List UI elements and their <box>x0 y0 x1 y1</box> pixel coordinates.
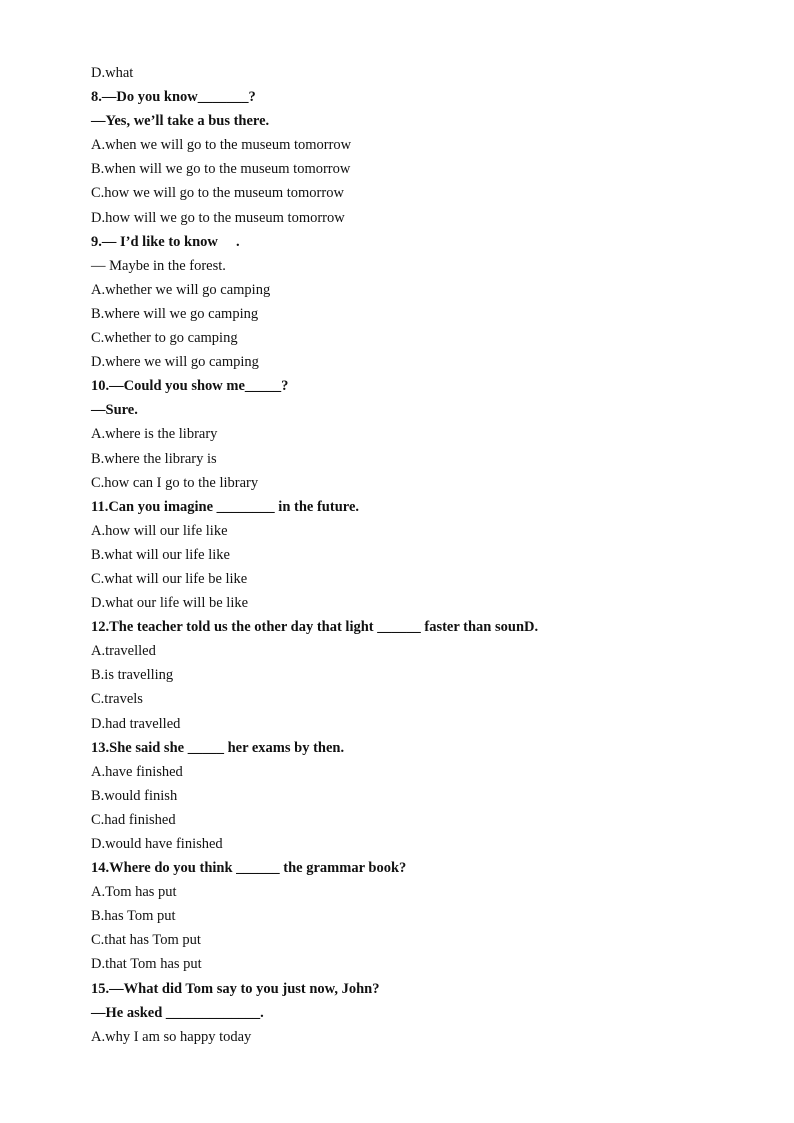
option-line: A.have finished <box>91 763 183 780</box>
option-line: A.where is the library <box>91 426 218 443</box>
option-line: C.travels <box>91 691 143 708</box>
option-line: C.how we will go to the museum tomorrow <box>91 185 344 202</box>
option-line: B.what will our life like <box>91 546 230 563</box>
option-line: D.where we will go camping <box>91 354 259 371</box>
document-page <box>91 61 771 1049</box>
option-line: B.has Tom put <box>91 908 176 925</box>
question-line: 8.—Do you know_______? <box>91 89 256 106</box>
option-line: C.had finished <box>91 811 176 828</box>
option-line: A.whether we will go camping <box>91 281 271 298</box>
option-line: A.Tom has put <box>91 884 177 901</box>
option-line: A.when we will go to the museum tomorrow <box>91 137 352 154</box>
option-line: C.how can I go to the library <box>91 474 259 491</box>
option-line: D.would have finished <box>91 836 223 852</box>
question-line: 11.Can you imagine ________ in the future. <box>91 498 360 515</box>
option-line: A.travelled <box>91 643 156 660</box>
question-line: 9.— I’d like to know . <box>91 233 240 250</box>
option-line: D.what <box>91 65 134 81</box>
option-line: D.how will we go to the museum tomorrow <box>91 209 345 226</box>
question-line: —He asked _____________. <box>91 1004 264 1021</box>
question-line: 14.Where do you think ______ the grammar book? <box>91 860 407 877</box>
option-line: B.where will we go camping <box>91 305 259 322</box>
option-line: B.where the library is <box>91 450 217 467</box>
option-line: B.when will we go to the museum tomorrow <box>91 161 351 178</box>
question-line: —Yes, we’ll take a bus there. <box>91 113 270 130</box>
option-line: B.would finish <box>91 787 178 804</box>
question-line: —Sure. <box>91 402 138 419</box>
option-line: D.what our life will be like <box>91 595 249 612</box>
question-list <box>91 61 771 1049</box>
option-line: D.had travelled <box>91 715 181 732</box>
option-line: — Maybe in the forest. <box>91 257 226 274</box>
question-line: 13.She said she _____ her exams by then. <box>91 739 345 756</box>
question-line: 10.—Could you show me_____? <box>91 378 289 395</box>
question-line: 12.The teacher told us the other day that light ______ faster than sounD. <box>91 619 539 636</box>
option-line: A.why I am so happy today <box>91 1028 252 1045</box>
question-line: 15.—What did Tom say to you just now, John? <box>91 980 380 997</box>
option-line: C.what will our life be like <box>91 570 248 587</box>
option-line: A.how will our life like <box>91 522 228 539</box>
option-line: B.is travelling <box>91 667 174 684</box>
option-line: C.whether to go camping <box>91 330 238 347</box>
option-line: C.that has Tom put <box>91 932 201 949</box>
option-line: D.that Tom has put <box>91 956 202 973</box>
